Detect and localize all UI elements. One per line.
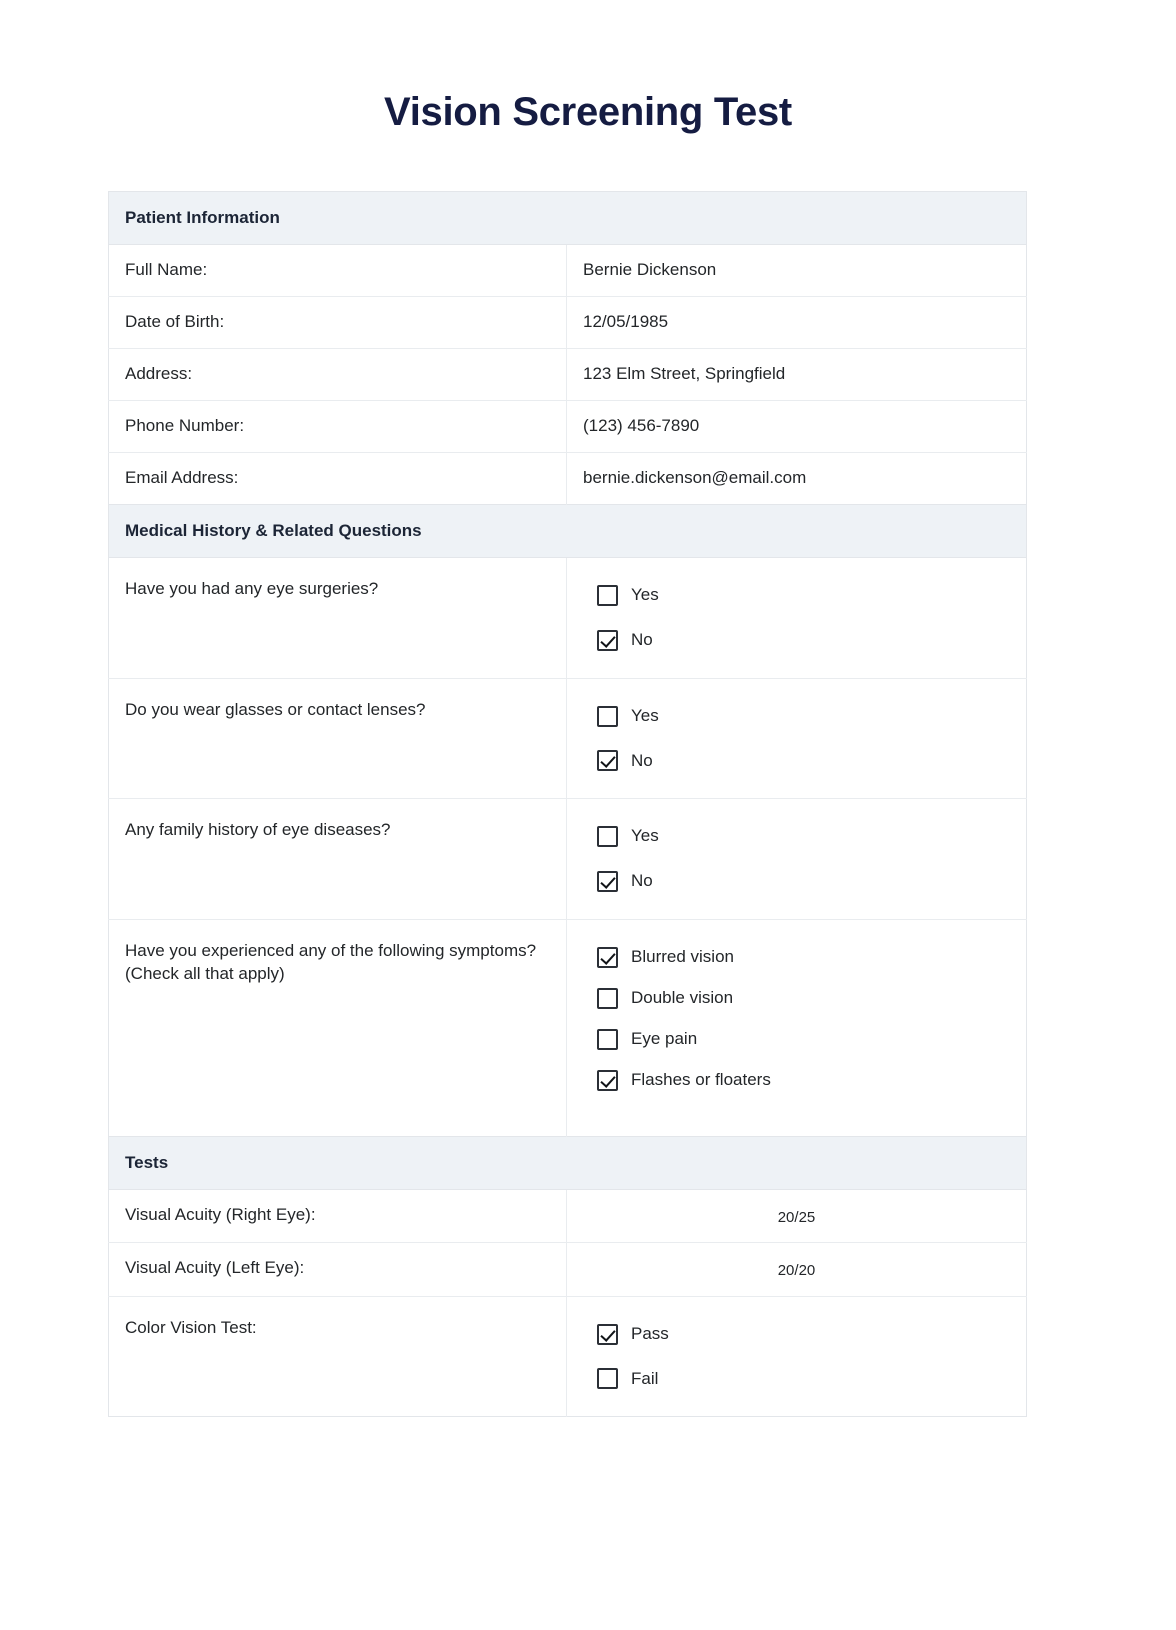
answer-color-vision-test	[567, 1296, 1027, 1417]
question-label-family-history: Any family history of eye diseases?	[109, 799, 567, 920]
checkbox-label: Pass	[631, 1323, 669, 1343]
section-header-tests	[109, 1137, 1027, 1190]
page-title: Vision Screening Test	[384, 90, 792, 134]
question-label-symptoms: Have you experienced any of the following symptoms? (Check all that apply)	[109, 920, 567, 1137]
checkbox-option-yes[interactable]	[597, 705, 1010, 728]
question-label-eye-surgeries: Have you had any eye surgeries?	[109, 557, 567, 678]
checkbox-label: Yes	[631, 705, 659, 725]
checkbox-option-yes[interactable]	[597, 584, 1010, 607]
checkbox-label: Double vision	[631, 988, 734, 1008]
checkbox-label: Blurred vision	[631, 947, 734, 967]
checkbox-option-no[interactable]	[597, 870, 1010, 893]
checkbox-icon[interactable]	[597, 826, 618, 847]
field-label-visual-acuity-left: Visual Acuity (Left Eye):	[109, 1243, 567, 1296]
checkbox-checked-icon[interactable]	[597, 750, 618, 771]
checkbox-checked-icon[interactable]	[597, 1324, 618, 1345]
checkbox-option-no[interactable]	[597, 629, 1010, 652]
checkbox-option-yes[interactable]	[597, 825, 1010, 848]
checkbox-option-blurred-vision[interactable]	[597, 946, 1010, 969]
table-row	[109, 400, 1027, 452]
answer-symptoms	[567, 920, 1027, 1137]
answer-eye-surgeries	[567, 557, 1027, 678]
checkbox-label: Flashes or floaters	[631, 1070, 771, 1090]
checkbox-option-no[interactable]	[597, 750, 1010, 773]
section-header-spacer	[567, 504, 1027, 557]
question-label-glasses-or-contacts: Do you wear glasses or contact lenses?	[109, 678, 567, 799]
table-row	[109, 1190, 1027, 1243]
field-value-full-name[interactable]: Bernie Dickenson	[567, 245, 1027, 297]
checkbox-checked-icon[interactable]	[597, 871, 618, 892]
field-value-visual-acuity-left[interactable]: 20/20	[567, 1243, 1027, 1296]
table-row	[109, 1243, 1027, 1296]
table-row	[109, 678, 1027, 799]
checkbox-checked-icon[interactable]	[597, 630, 618, 651]
field-value-visual-acuity-right[interactable]: 20/25	[567, 1190, 1027, 1243]
checkbox-label: Yes	[631, 584, 659, 604]
field-label-email-address: Email Address:	[109, 452, 567, 504]
table-row	[109, 348, 1027, 400]
checkbox-label: No	[631, 871, 653, 891]
field-label-color-vision-test: Color Vision Test:	[109, 1296, 567, 1417]
field-label-phone-number: Phone Number:	[109, 400, 567, 452]
section-header-medical-history	[109, 504, 1027, 557]
checkbox-icon[interactable]	[597, 1368, 618, 1389]
checkbox-icon[interactable]	[597, 585, 618, 606]
table-row	[109, 1296, 1027, 1417]
section-header-patient-information	[109, 192, 1027, 245]
field-value-date-of-birth[interactable]: 12/05/1985	[567, 296, 1027, 348]
field-value-phone-number[interactable]: (123) 456-7890	[567, 400, 1027, 452]
checkbox-option-flashes-or-floaters[interactable]	[597, 1069, 1010, 1092]
checkbox-icon[interactable]	[597, 706, 618, 727]
field-value-address[interactable]: 123 Elm Street, Springfield	[567, 348, 1027, 400]
checkbox-label: No	[631, 750, 653, 770]
checkbox-icon[interactable]	[597, 988, 618, 1009]
answer-glasses-or-contacts	[567, 678, 1027, 799]
field-label-full-name: Full Name:	[109, 245, 567, 297]
section-header-spacer	[567, 192, 1027, 245]
checkbox-checked-icon[interactable]	[597, 947, 618, 968]
checkbox-label: No	[631, 629, 653, 649]
field-label-visual-acuity-right: Visual Acuity (Right Eye):	[109, 1190, 567, 1243]
checkbox-option-eye-pain[interactable]	[597, 1028, 1010, 1051]
table-row	[109, 920, 1027, 1137]
answer-family-history	[567, 799, 1027, 920]
checkbox-option-fail[interactable]	[597, 1368, 1010, 1391]
checkbox-label: Yes	[631, 826, 659, 846]
table-row	[109, 452, 1027, 504]
section-title: Medical History & Related Questions	[109, 504, 567, 557]
section-title: Patient Information	[109, 192, 567, 245]
table-row	[109, 557, 1027, 678]
checkbox-option-pass[interactable]	[597, 1323, 1010, 1346]
field-value-email-address[interactable]: bernie.dickenson@email.com	[567, 452, 1027, 504]
checkbox-option-double-vision[interactable]	[597, 987, 1010, 1010]
checkbox-checked-icon[interactable]	[597, 1070, 618, 1091]
vision-screening-form	[108, 191, 1027, 1417]
table-row	[109, 245, 1027, 297]
table-row	[109, 296, 1027, 348]
checkbox-label: Eye pain	[631, 1029, 698, 1049]
table-row	[109, 799, 1027, 920]
field-label-address: Address:	[109, 348, 567, 400]
section-header-spacer	[567, 1137, 1027, 1190]
checkbox-label: Fail	[631, 1368, 659, 1388]
checkbox-icon[interactable]	[597, 1029, 618, 1050]
field-label-date-of-birth: Date of Birth:	[109, 296, 567, 348]
section-title: Tests	[109, 1137, 567, 1190]
